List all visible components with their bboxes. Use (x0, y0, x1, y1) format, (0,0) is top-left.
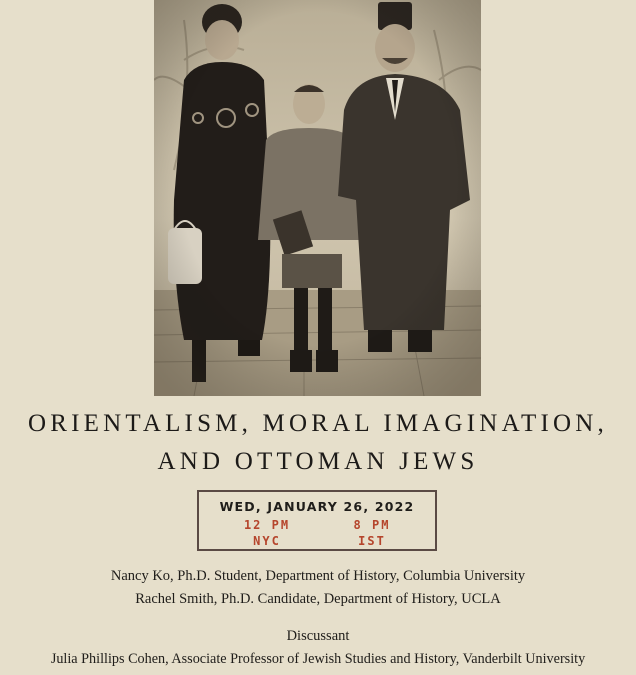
event-title-line-2: AND OTTOMAN JEWS (157, 448, 479, 475)
event-date: WED, JANUARY 26, 2022 (219, 499, 415, 514)
time-nyc (222, 517, 312, 549)
event-title-line-1: ORIENTALISM, MORAL IMAGINATION, (27, 410, 609, 437)
time-ist-zone: IST (358, 534, 386, 548)
portrait-illustration (154, 0, 481, 396)
speaker-1: Nancy Ko, Ph.D. Student, Department of History, Columbia University (110, 568, 526, 584)
event-date-box (197, 490, 437, 551)
time-ist (327, 517, 417, 549)
family-portrait-photo (154, 0, 481, 396)
discussant-heading: Discussant (286, 628, 350, 644)
discussant-name: Julia Phillips Cohen, Associate Professor of Jewish Studies and History, Vanderbilt University (50, 651, 586, 667)
time-nyc-zone: NYC (253, 534, 281, 548)
speaker-2: Rachel Smith, Ph.D. Candidate, Department of History, UCLA (135, 591, 501, 607)
time-ist-hour: 8 PM (353, 518, 391, 532)
time-nyc-hour: 12 PM (243, 518, 291, 532)
